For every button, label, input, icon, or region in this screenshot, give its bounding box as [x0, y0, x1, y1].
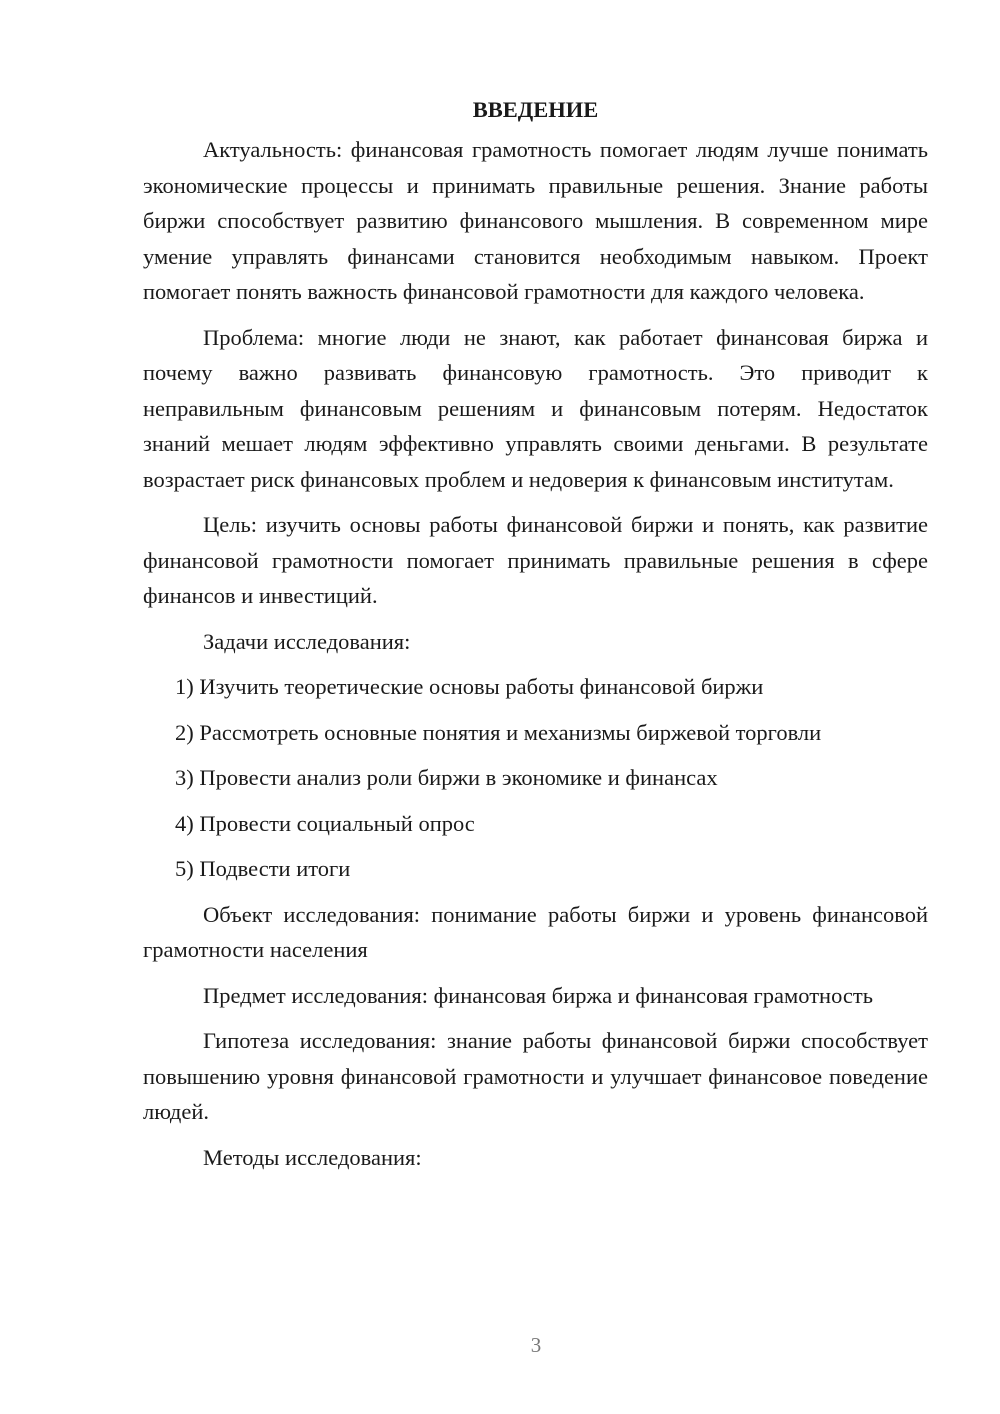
- methods-heading: Методы исследования:: [203, 1144, 422, 1170]
- goal-paragraph: Цель: изучить основы работы финансовой биржи и понять, как развитие финансовой грамотности помогает принимать правильные решения в сфере финансов и инвестиций.: [143, 512, 928, 608]
- task-item: 4) Провести социальный опрос: [175, 810, 475, 836]
- object-paragraph: Объект исследования: понимание работы биржи и уровень финансовой грамотности населения: [143, 901, 928, 962]
- problem-paragraph: Проблема: многие люди не знают, как работает финансовая биржа и почему важно развивать финансовую грамотность. Это приводит к неправильным финансовым решениям и финансовым потерям. Недостаток знаний мешает людям эффективно управлять своими деньгами. В результате возрастает риск финансовых проблем и недоверия к финансовым институтам.: [143, 324, 928, 492]
- tasks-heading: Задачи исследования:: [203, 628, 411, 654]
- task-item: 5) Подвести итоги: [175, 856, 351, 881]
- task-item: 2) Рассмотреть основные понятия и механизмы биржевой торговли: [175, 719, 822, 745]
- page-number: 3: [530, 1333, 542, 1357]
- relevance-paragraph: Актуальность: финансовая грамотность помогает людям лучше понимать экономические процессы и принимать правильные решения. Знание работы биржи способствует развитию финансового мышления. В современном мире умение управлять финансами становится необходимым навыком. Проект помогает понять важность финансовой грамотности для каждого человека.: [143, 137, 928, 304]
- tasks-list: [143, 669, 928, 887]
- page-title: ВВЕДЕНИЕ: [472, 97, 599, 122]
- task-item: 3) Провести анализ роли биржи в экономике и финансах: [175, 765, 718, 790]
- task-item: 1) Изучить теоретические основы работы финансовой биржи: [175, 674, 764, 699]
- subject-paragraph: Предмет исследования: финансовая биржа и финансовая грамотность: [203, 982, 873, 1008]
- document-page: [143, 92, 928, 1185]
- hypothesis-paragraph: Гипотеза исследования: знание работы финансовой биржи способствует повышению уровня финансовой грамотности и улучшает финансовое поведение людей.: [143, 1028, 928, 1124]
